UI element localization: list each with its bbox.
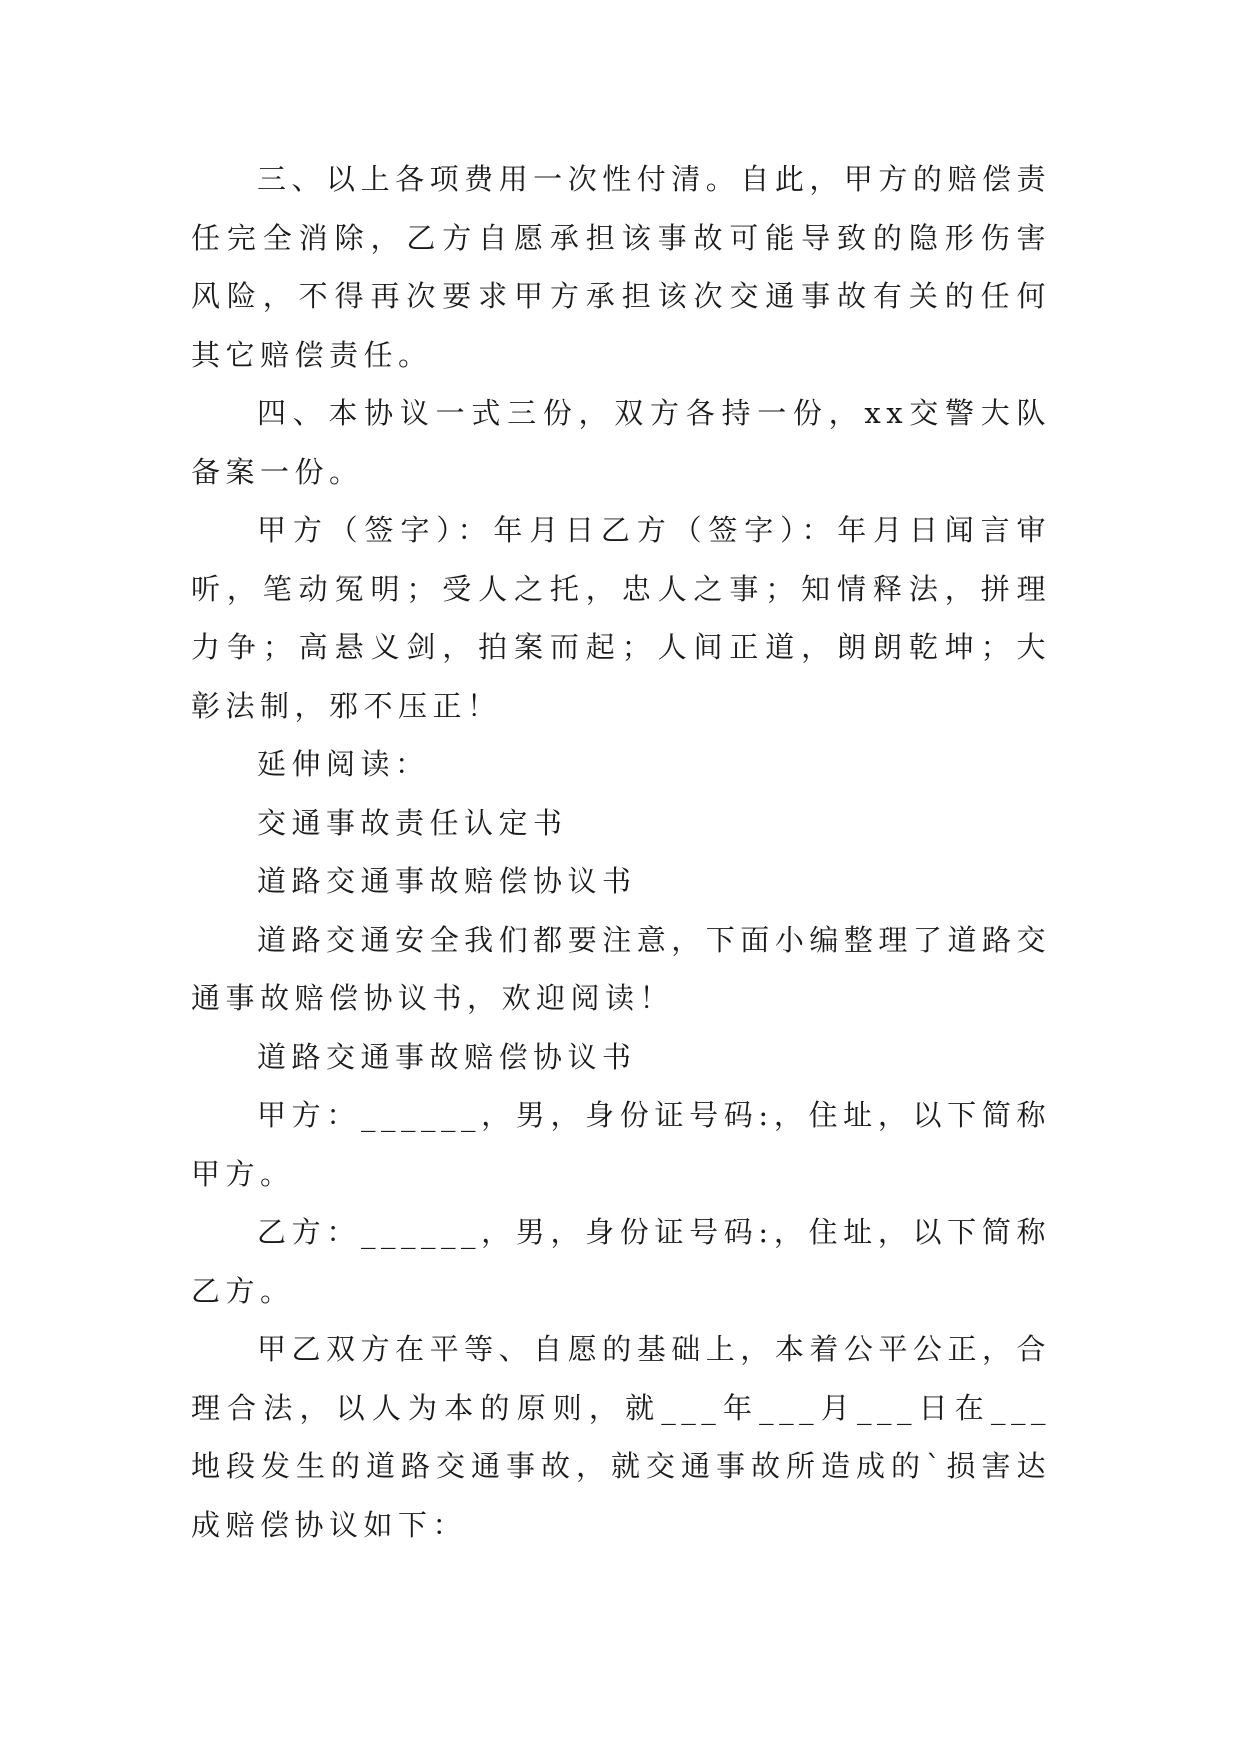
paragraph-party-a: 甲方：______，男，身份证号码:，住址，以下简称甲方。: [191, 1098, 1051, 1191]
extended-reading-heading: 延伸阅读：: [257, 747, 430, 781]
paragraph-agreement-basis: 甲乙双方在平等、自愿的基础上，本着公平公正，合理合法，以人为本的原则，就___年___月___日在___地段发生的道路交通事故，就交通事故所造成的`损害达成赔偿协议如下：: [191, 1332, 1051, 1542]
reading-item-liability-determination: 交通事故责任认定书: [257, 805, 568, 840]
paragraph-party-b: 乙方：______，男，身份证号码:，住址，以下简称乙方。: [191, 1215, 1051, 1308]
reading-item-compensation-agreement: 道路交通事故赔偿协议书: [257, 864, 637, 898]
document-page: [191, 150, 1051, 1554]
agreement-title: 道路交通事故赔偿协议书: [257, 1039, 637, 1074]
paragraph-intro: 道路交通安全我们都要注意，下面小编整理了道路交通事故赔偿协议书，欢迎阅读！: [191, 922, 1051, 1015]
paragraph-signatures: 甲方（签字）：年月日乙方（签字）：年月日闻言审听，笔动冤明；受人之托，忠人之事；知情释法，拼理力争；高悬义剑，拍案而起；人间正道，朗朗乾坤；大彰法制，邪不压正！: [191, 513, 1051, 723]
paragraph-copies: 四、本协议一式三份，双方各持一份，xx交警大队备案一份。: [191, 396, 1051, 489]
paragraph-fee-settlement: 三、以上各项费用一次性付清。自此，甲方的赔偿责任完全消除，乙方自愿承担该事故可能导致的隐形伤害风险，不得再次要求甲方承担该次交通事故有关的任何其它赔偿责任。: [191, 162, 1051, 372]
